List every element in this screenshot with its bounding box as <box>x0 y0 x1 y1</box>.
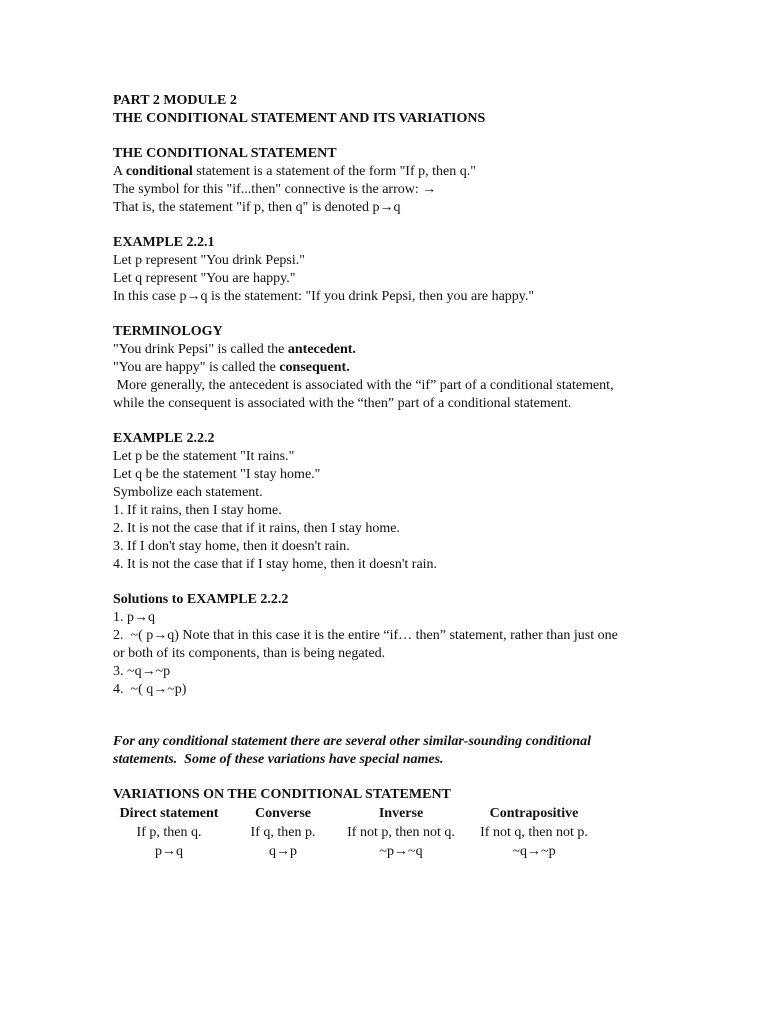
example-221-line: Let q represent "You are happy." <box>113 271 296 286</box>
variations-header-row <box>113 804 607 823</box>
text-span: "You are happy" is called the <box>113 360 280 375</box>
document-title: THE CONDITIONAL STATEMENT AND ITS VARIATIONS <box>113 111 486 126</box>
column-header-direct: Direct statement <box>119 806 219 821</box>
solutions-heading: Solutions to EXAMPLE 2.2.2 <box>113 592 289 607</box>
conditional-symbol-line: The symbol for this "if...then" connective is the arrow: → <box>113 182 437 197</box>
example-222-line: Symbolize each statement. <box>113 485 263 500</box>
list-item: 2. It is not the case that if it rains, then I stay home. <box>113 521 400 536</box>
term-antecedent: antecedent. <box>287 342 356 357</box>
list-item: 3. If I don't stay home, then it doesn't rain. <box>113 539 350 554</box>
solution-item: 2. ~( p→q) Note that in this case it is the entire “if… then” statement, rather than just one <box>113 628 618 643</box>
conditional-definition <box>113 163 713 181</box>
inverse-words: If not p, then not q. <box>347 825 455 840</box>
consequent-line <box>113 359 713 377</box>
text-span: statement is a statement of the form "If p, then q." <box>192 164 476 179</box>
column-header-contrapositive: Contrapositive <box>489 806 579 821</box>
variations-note-line: For any conditional statement there are several other similar-sounding conditional <box>113 734 591 749</box>
variations-table <box>113 804 607 861</box>
direct-words: If p, then q. <box>136 825 202 840</box>
contrapositive-words: If not q, then not p. <box>480 825 588 840</box>
example-221-line: In this case p→q is the statement: "If you drink Pepsi, then you are happy." <box>113 289 535 304</box>
column-header-inverse: Inverse <box>378 806 424 821</box>
conditional-heading: THE CONDITIONAL STATEMENT <box>113 146 337 161</box>
terminology-paragraph-line: while the consequent is associated with the “then” part of a conditional statement. <box>113 396 572 411</box>
example-222-line: Let p be the statement "It rains." <box>113 449 295 464</box>
list-item: 4. It is not the case that if I stay home, then it doesn't rain. <box>113 557 438 572</box>
list-item: 1. If it rains, then I stay home. <box>113 503 282 518</box>
example-221-heading: EXAMPLE 2.2.1 <box>113 235 215 250</box>
direct-symbol: p→q <box>155 844 183 859</box>
variations-heading: VARIATIONS ON THE CONDITIONAL STATEMENT <box>113 787 451 802</box>
example-222-heading: EXAMPLE 2.2.2 <box>113 431 215 446</box>
antecedent-line <box>113 341 713 359</box>
solution-item: 3. ~q→~p <box>113 664 171 679</box>
example-222-line: Let q be the statement "I stay home." <box>113 467 321 482</box>
terminology-heading: TERMINOLOGY <box>113 324 223 339</box>
solution-item: 4. ~( q→~p) <box>113 682 187 697</box>
variations-note-line: statements. Some of these variations have special names. <box>113 752 444 767</box>
variations-symbols-row <box>113 842 607 861</box>
terminology-paragraph-line: More generally, the antecedent is associated with the “if” part of a conditional statement, <box>113 378 614 393</box>
example-221-line: Let p represent "You drink Pepsi." <box>113 253 305 268</box>
text-span: A <box>113 164 126 179</box>
text-span: "You drink Pepsi" is called the <box>113 342 288 357</box>
term-consequent: consequent. <box>279 360 350 375</box>
solution-item: 1. p→q <box>113 610 155 625</box>
document-page <box>113 92 713 861</box>
conditional-notation-line: That is, the statement "if p, then q" is denoted p→q <box>113 200 401 215</box>
term-conditional: conditional <box>125 164 193 179</box>
converse-words: If q, then p. <box>250 825 316 840</box>
solution-item-continuation: or both of its components, than is being negated. <box>113 646 386 661</box>
variations-words-row <box>113 823 607 842</box>
column-header-converse: Converse <box>255 806 311 821</box>
converse-symbol: q→p <box>269 844 297 859</box>
part-module-heading: PART 2 MODULE 2 <box>113 93 237 108</box>
inverse-symbol: ~p→~q <box>379 844 423 859</box>
contrapositive-symbol: ~q→~p <box>512 844 556 859</box>
